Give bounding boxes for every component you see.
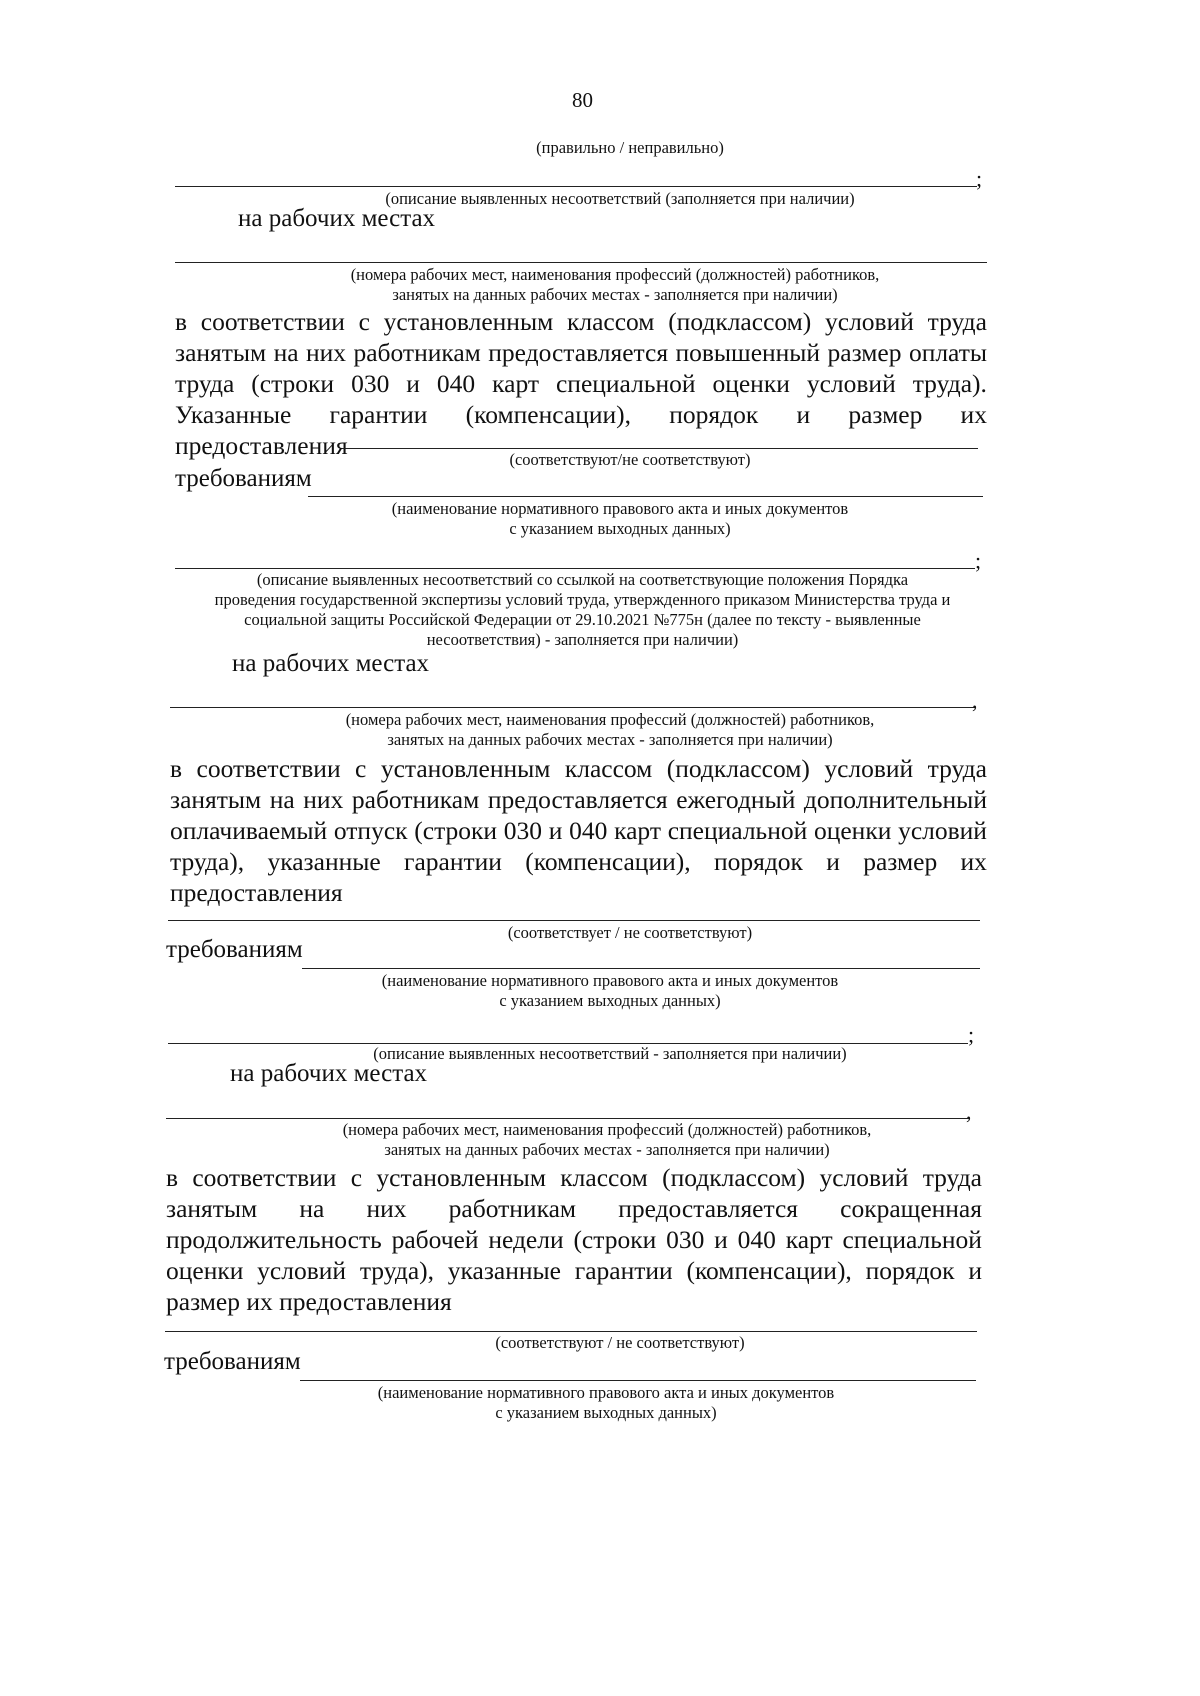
paragraph-last-line: размер их предоставления — [166, 1287, 452, 1316]
paragraph-word: установленным — [376, 1163, 546, 1192]
paragraph-word: них — [306, 338, 347, 367]
paragraph-line — [166, 1224, 982, 1255]
description-caption-long: (описание выявленных несоответствий со ссылкой на соответствующие положения Порядка проведения государственной экспертизы условий труда, утвержденного приказом Министерства труда и социальной защиты Российской Федерации от 29.10.2021 №775н (далее по тексту - выявленные несоответствия) - заполняется при наличии) — [214, 570, 951, 649]
paragraph-word: оценки — [813, 816, 892, 845]
paragraph-word: условий — [257, 1256, 347, 1285]
paragraph-word: условий — [806, 369, 896, 398]
workplaces-caption-3: (номера рабочих мест, наименования профессий (должностей) работников, занятых на данных рабочих местах - заполняется при наличии) — [342, 1120, 872, 1159]
paragraph-word: размер — [827, 338, 902, 367]
compliance-caption-1: (соответствуют/не соответствуют) — [509, 450, 751, 469]
paragraph-line — [175, 306, 987, 337]
requirements-line-1 — [308, 496, 983, 497]
paragraph-word: работникам — [448, 1194, 577, 1223]
paragraph-word: труда — [927, 307, 987, 336]
paragraph-word: занятым — [166, 1194, 258, 1223]
paragraph-line — [166, 1255, 982, 1286]
paragraph-word: (компенсации), — [525, 847, 691, 876]
semicolon: ; — [975, 548, 982, 573]
paragraph-word: 030 — [351, 369, 390, 398]
paragraph-word: и — [968, 1256, 982, 1285]
compliance-line-1 — [342, 448, 978, 449]
paragraph-word: отпуск — [333, 816, 408, 845]
act-caption-3: (наименование нормативного правового акта и иных документов с указанием выходных данных) — [377, 1383, 835, 1422]
paragraph-word: соответствии — [192, 1163, 337, 1192]
paragraph-word: условий — [825, 307, 914, 336]
act-caption-1: (наименование нормативного правового акта и иных документов с указанием выходных данных) — [391, 499, 849, 538]
paragraph-word: и — [548, 816, 563, 845]
paragraph-word: карт — [785, 1225, 833, 1254]
paragraph-word: оплачиваемый — [170, 816, 328, 845]
correctness-caption: (правильно / неправильно) — [536, 138, 724, 157]
paragraph-word: соответствии — [200, 307, 345, 336]
paragraph-word: оценки — [712, 369, 790, 398]
paragraph-word: труда — [927, 754, 987, 783]
paragraph-word: и — [796, 400, 811, 429]
requirements-line-2 — [302, 968, 980, 969]
paragraph-line — [170, 753, 987, 784]
paragraph-word: (строки — [573, 1225, 657, 1254]
paragraph-word: размер — [863, 847, 938, 876]
paragraph-word: (подклассом) — [668, 307, 812, 336]
workplaces-label-3: на рабочих местах — [230, 1060, 428, 1087]
paragraph-word: гарантии — [329, 400, 428, 429]
paragraph-word: работникам — [353, 338, 481, 367]
paragraph-word: специальной — [555, 369, 696, 398]
paragraph-word: (подклассом) — [666, 754, 810, 783]
compliance-caption-3: (соответствуют / не соответствуют) — [495, 1333, 745, 1352]
paragraph-word: соответствии — [196, 754, 341, 783]
paragraph-word: (строки — [251, 369, 335, 398]
paragraph-word: оплаты — [908, 338, 987, 367]
paragraph-word: специальной — [667, 816, 808, 845]
workplaces-line-3 — [166, 1118, 968, 1119]
paragraph-word: труда — [175, 369, 235, 398]
paragraph-word: повышенный — [675, 338, 821, 367]
paragraph-word: и — [406, 369, 420, 398]
paragraph-word: классом — [566, 307, 655, 336]
paragraph-line — [175, 337, 987, 368]
description-caption-1: (описание выявленных несоответствий (заполняется при наличии) — [385, 189, 855, 208]
workplaces-line-2 — [170, 707, 975, 708]
paragraph-word: на — [269, 785, 295, 814]
paragraph-word: их — [960, 847, 987, 876]
workplaces-line-1 — [175, 262, 987, 263]
paragraph-line — [175, 399, 987, 430]
paragraph-word: гарантии — [404, 847, 502, 876]
paragraph-word: предоставляется — [618, 1194, 798, 1223]
paragraph-word: порядок — [713, 847, 803, 876]
paragraph-word: и — [714, 1225, 728, 1254]
paragraph-pay-increase — [175, 306, 987, 461]
paragraph-word: труда), — [359, 1256, 434, 1285]
paragraph-word: (подклассом) — [662, 1163, 806, 1192]
description-caption-3: (описание выявленных несоответствий - заполняется при наличии) — [373, 1044, 847, 1063]
paragraph-line — [170, 815, 987, 846]
paragraph-word: с — [355, 754, 367, 783]
workplaces-caption-2: (номера рабочих мест, наименования профессий (должностей) работников, занятых на данных рабочих местах - заполняется при наличии) — [345, 710, 875, 749]
compliance-line-3 — [165, 1331, 977, 1332]
paragraph-word: работникам — [351, 785, 480, 814]
paragraph-line — [166, 1162, 982, 1193]
paragraph-word: указанные — [267, 847, 381, 876]
compliance-line-2 — [168, 920, 980, 921]
paragraph-last-line: предоставления — [175, 431, 348, 460]
requirements-label-2: требованиям — [166, 936, 303, 963]
paragraph-word: в — [170, 754, 183, 783]
paragraph-line — [175, 368, 987, 399]
paragraph-word: труда), — [170, 847, 245, 876]
paragraph-word: условий — [819, 1163, 909, 1192]
paragraph-word: предоставляется — [487, 785, 668, 814]
comma: , — [966, 1099, 972, 1124]
paragraph-word: классом — [564, 754, 653, 783]
paragraph-line — [170, 846, 987, 877]
paragraph-word: них — [303, 785, 344, 814]
paragraph-word: указанные — [447, 1256, 561, 1285]
paragraph-word: порядок — [865, 1256, 955, 1285]
paragraph-word: занятым — [170, 785, 262, 814]
paragraph-word: размер — [848, 400, 923, 429]
paragraph-word: их — [960, 400, 987, 429]
paragraph-word: Указанные — [175, 400, 292, 429]
paragraph-last-line: предоставления — [170, 878, 343, 907]
paragraph-word: ежегодный — [676, 785, 796, 814]
act-caption-2: (наименование нормативного правового акта и иных документов с указанием выходных данных) — [381, 971, 839, 1010]
paragraph-word: порядок — [669, 400, 759, 429]
paragraph-word: 040 — [436, 369, 476, 398]
paragraph-word: условий — [898, 816, 987, 845]
paragraph-word: 040 — [737, 1225, 776, 1254]
paragraph-word: гарантии — [574, 1256, 673, 1285]
paragraph-word: продолжительность — [166, 1225, 382, 1254]
paragraph-word: классом — [560, 1163, 648, 1192]
paragraph-word: (компенсации), — [686, 1256, 852, 1285]
paragraph-word: рабочей — [391, 1225, 479, 1254]
paragraph-word: с — [350, 1163, 363, 1192]
paragraph-word: карт — [492, 369, 540, 398]
paragraph-word: (строки — [414, 816, 498, 845]
paragraph-word: предоставляется — [488, 338, 669, 367]
workplaces-caption-1: (номера рабочих мест, наименования профессий (должностей) работников, занятых на данных рабочих местах - заполняется при наличии) — [350, 265, 880, 304]
paragraph-line — [170, 784, 987, 815]
requirements-line-3 — [300, 1380, 976, 1381]
paragraph-word: карт — [614, 816, 661, 845]
paragraph-word: в — [166, 1163, 179, 1192]
paragraph-word: условий — [824, 754, 914, 783]
requirements-label-3: требованиям — [164, 1348, 301, 1375]
paragraph-word: дополнительный — [803, 785, 987, 814]
workplaces-label-1: на рабочих местах — [238, 205, 436, 232]
semicolon: ; — [968, 1022, 975, 1047]
paragraph-annual-leave — [170, 753, 987, 908]
paragraph-word: на — [299, 1194, 325, 1223]
compliance-caption-2: (соответствует / не соответствуют) — [507, 923, 753, 942]
comma: , — [972, 688, 978, 713]
paragraph-word: установленным — [383, 307, 554, 336]
paragraph-word: недели — [488, 1225, 564, 1254]
paragraph-word: на — [273, 338, 299, 367]
paragraph-word: оценки — [166, 1256, 244, 1285]
paragraph-word: (компенсации), — [465, 400, 632, 429]
paragraph-word: 040 — [569, 816, 608, 845]
paragraph-word: установленным — [380, 754, 551, 783]
paragraph-word: занятым — [175, 338, 267, 367]
paragraph-word: них — [366, 1194, 407, 1223]
paragraph-line — [166, 1193, 982, 1224]
requirements-label-1: требованиям — [175, 465, 312, 492]
semicolon: ; — [976, 166, 983, 191]
paragraph-short-week — [166, 1162, 982, 1317]
paragraph-word: и — [826, 847, 840, 876]
paragraph-word: с — [358, 307, 370, 336]
description-line-1 — [175, 186, 977, 187]
paragraph-word: труда — [922, 1163, 982, 1192]
paragraph-word: 030 — [503, 816, 543, 845]
paragraph-word: труда). — [912, 369, 987, 398]
paragraph-word: в — [175, 307, 188, 336]
paragraph-word: 030 — [666, 1225, 705, 1254]
workplaces-label-2: на рабочих местах — [232, 650, 430, 677]
paragraph-word: специальной — [842, 1225, 982, 1254]
page-number: 80 — [572, 88, 593, 112]
description-line-2 — [175, 568, 975, 569]
paragraph-word: сокращенная — [840, 1194, 982, 1223]
